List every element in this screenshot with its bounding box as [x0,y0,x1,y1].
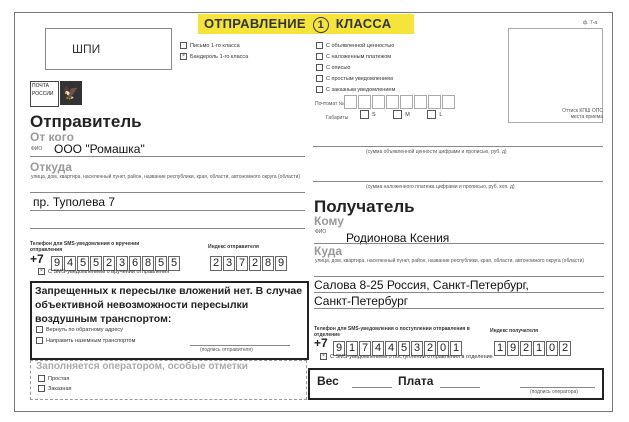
recipient-where-label: Куда [314,244,342,258]
registered-option[interactable] [38,385,72,392]
declared-value-hint: (сумма объявленной ценности цифрами и прописью, руб. д) [366,149,507,155]
sender-sms-option[interactable] [38,268,169,275]
phone-digit[interactable]: 0 [437,341,449,356]
phone-digit[interactable]: 7 [359,341,371,356]
form-code: ф. 7-а [583,20,598,26]
sender-signature-line [190,345,290,346]
header-title-left: ОТПРАВЛЕНИЕ [204,16,306,31]
simple-label: Простая [48,375,70,382]
sender-phone-label: Телефон для SMS-уведомления о вручении отправления [30,241,140,253]
fee-label: Плата [398,374,434,388]
recipient-address-line2[interactable]: Санкт-Петербург [314,294,409,308]
operator-signature-hint: (подпись оператора) [530,389,578,395]
service-label: С объявленной ценностью [326,43,395,49]
index-digit[interactable]: 2 [559,341,571,356]
sender-address[interactable]: пр. Туполева 7 [33,195,116,209]
service-declared-value[interactable] [316,41,395,52]
sender-heading: Отправитель [30,112,142,131]
header-title-right: КЛАССА [335,16,392,31]
postamat-cell[interactable] [414,95,427,109]
registered-checkbox[interactable] [38,385,45,392]
letter-checkbox[interactable] [180,42,187,49]
sender-index-label: Индекс отправителя [208,244,259,250]
service-checkbox[interactable] [316,64,323,71]
postamat-cell[interactable] [442,95,455,109]
phone-digit[interactable]: 5 [168,256,180,271]
service-cod[interactable] [316,52,395,63]
phone-digit[interactable]: 4 [385,341,397,356]
recipient-phone-label: Телефон для SMS-уведомления о поступлении отправления в отделение [314,326,470,338]
phone-digit[interactable]: 1 [346,341,358,356]
sender-index-digits[interactable] [210,253,288,271]
phone-digit[interactable]: 5 [155,256,167,271]
postamat-cell[interactable] [344,95,357,109]
phone-digit[interactable]: 1 [450,341,462,356]
cod-hint: (сумма наложенного платежа цифрами и прописью, руб. коп. д) [366,184,515,190]
phone-digit[interactable]: 2 [424,341,436,356]
service-checkbox[interactable] [316,42,323,49]
eagle-emblem-icon: 🦅 [60,81,82,105]
postamat-cell[interactable] [372,95,385,109]
shpi-box[interactable] [45,28,172,70]
index-digit[interactable]: 7 [236,256,248,271]
service-checkbox[interactable] [316,86,323,93]
parcel-checkbox[interactable]: × [180,53,187,60]
item-type-letter[interactable] [180,42,240,49]
post-logo-line2: РОССИИ [32,91,54,97]
cod-line [313,181,603,182]
phone-digit[interactable]: 2 [103,256,115,271]
parcel-label: Бандероль 1-го класса [190,53,249,60]
sender-fio-label: ФИО [31,146,43,152]
registered-label: Заказная [48,385,72,392]
header-title [204,16,391,33]
index-digit[interactable]: 1 [494,341,506,356]
operator-heading: Заполняется оператором, особые отметки [36,361,248,372]
postamat-cell[interactable] [386,95,399,109]
phone-digit[interactable]: 4 [64,256,76,271]
ground-option[interactable] [36,337,135,344]
index-digit[interactable]: 3 [223,256,235,271]
size-l-checkbox[interactable] [427,110,436,119]
phone-digit[interactable]: 5 [90,256,102,271]
post-logo-text [30,81,59,107]
recipient-address-line-2 [314,292,604,293]
weight-line[interactable] [352,387,392,388]
letter-label: Письмо 1-го класса [190,42,240,49]
index-digit[interactable]: 1 [533,341,545,356]
sender-sms-checkbox[interactable]: × [38,268,45,275]
size-l-label: L [439,111,443,118]
recipient-index-digits[interactable] [494,338,572,356]
weight-label: Вес [317,374,339,388]
phone-digit[interactable]: 9 [51,256,63,271]
ops-stamp-label: Оттиск КПШ ОПС места приема [562,108,603,120]
service-label: С простым уведомлением [326,76,393,82]
postamat-cell[interactable] [358,95,371,109]
ground-checkbox[interactable] [36,337,43,344]
sender-address-line-3 [30,228,305,229]
size-m-checkbox[interactable] [393,110,402,119]
weight-fee-box [308,368,604,400]
index-digit[interactable]: 2 [210,256,222,271]
post-logo-line1: ПОЧТА [32,83,49,89]
index-digit[interactable]: 8 [262,256,274,271]
shpi-label: ШПИ [72,42,101,56]
phone-digit[interactable]: 4 [372,341,384,356]
recipient-phone-prefix: +7 [314,336,328,350]
recipient-to-label: Кому [314,214,344,228]
postamat-cell[interactable] [428,95,441,109]
sender-address-hint: улица, дом, квартира, населенный пункт, район, название республики, края, области, автономного округа (области) [31,174,301,180]
index-digit[interactable]: 9 [507,341,519,356]
index-digit[interactable]: 0 [546,341,558,356]
simple-checkbox[interactable] [38,375,45,382]
class-number-badge: 1 [313,17,329,33]
index-digit[interactable]: 2 [249,256,261,271]
item-type-parcel[interactable] [180,53,248,60]
recipient-heading: Получатель [314,197,415,216]
recipient-index-label: Индекс получателя [490,328,539,334]
prohibited-text: Запрещенных к пересылке вложений нет. В случае объективной невозможности пересылки воздушным транспортом: [35,285,303,325]
return-option[interactable] [36,326,123,333]
size-s-label: S [372,111,376,118]
sender-sms-label: С SMS-уведомлением о вручении отправления [48,268,170,275]
service-checkbox[interactable] [316,75,323,82]
service-checkbox[interactable] [316,53,323,60]
recipient-address-line-3 [314,308,604,309]
fee-line[interactable] [440,387,480,388]
phone-digit[interactable]: 5 [77,256,89,271]
recipient-sms-checkbox[interactable]: × [320,353,327,360]
recipient-sms-option[interactable] [320,353,493,360]
ground-label: Направить наземным транспортом [46,337,136,344]
sender-name[interactable]: ООО "Ромашка" [54,142,145,156]
recipient-name[interactable]: Родионова Ксения [346,231,450,245]
services-list [316,41,395,96]
dimension-sizes [360,110,442,119]
service-label: С описью [326,65,351,71]
service-simple-notice[interactable] [316,74,395,85]
service-label: С заказным уведомлением [326,87,396,93]
phone-digit[interactable]: 6 [129,256,141,271]
sender-from-label: От кого [30,130,74,144]
recipient-address-line1[interactable]: Салова 8-25 Россия, Санкт-Петербург, [314,278,529,292]
service-label: С наложенным платежом [326,54,392,60]
phone-digit[interactable]: 5 [398,341,410,356]
dimensions-label: Габариты [326,115,349,121]
sender-phone-prefix: +7 [30,252,44,266]
size-m-label: M [405,111,410,118]
return-label: Вернуть по обратному адресу [46,326,123,333]
service-inventory[interactable] [316,63,395,74]
sender-address-line [30,192,305,193]
recipient-name-line [314,243,604,244]
size-s-checkbox[interactable] [360,110,369,119]
recipient-address-hint: улица, дом, квартира, населенный пункт, район, название республики, края, области, автономного округа (области) [315,258,585,264]
sender-signature-hint: (подпись отправителя) [200,347,253,353]
phone-digit[interactable]: 3 [116,256,128,271]
sender-address-line-2 [30,210,305,211]
return-checkbox[interactable] [36,326,43,333]
phone-digit[interactable]: 3 [411,341,423,356]
phone-digit[interactable]: 9 [333,341,345,356]
sender-where-label: Откуда [30,160,72,174]
post-logo [30,80,84,106]
postamat-cell[interactable] [400,95,413,109]
index-digit[interactable]: 9 [275,256,287,271]
index-digit[interactable]: 2 [520,341,532,356]
postamat-label: Почтомат № [315,101,345,107]
simple-option[interactable] [38,375,69,382]
sender-name-line [30,156,305,157]
recipient-address-line [314,276,604,277]
declared-value-line [313,146,603,147]
recipient-fio-label: ФИО [315,229,327,235]
recipient-sms-label: С SMS-уведомлением о поступлении отправления в отделение [330,353,493,360]
operator-signature-line [520,387,595,388]
phone-digit[interactable]: 8 [142,256,154,271]
